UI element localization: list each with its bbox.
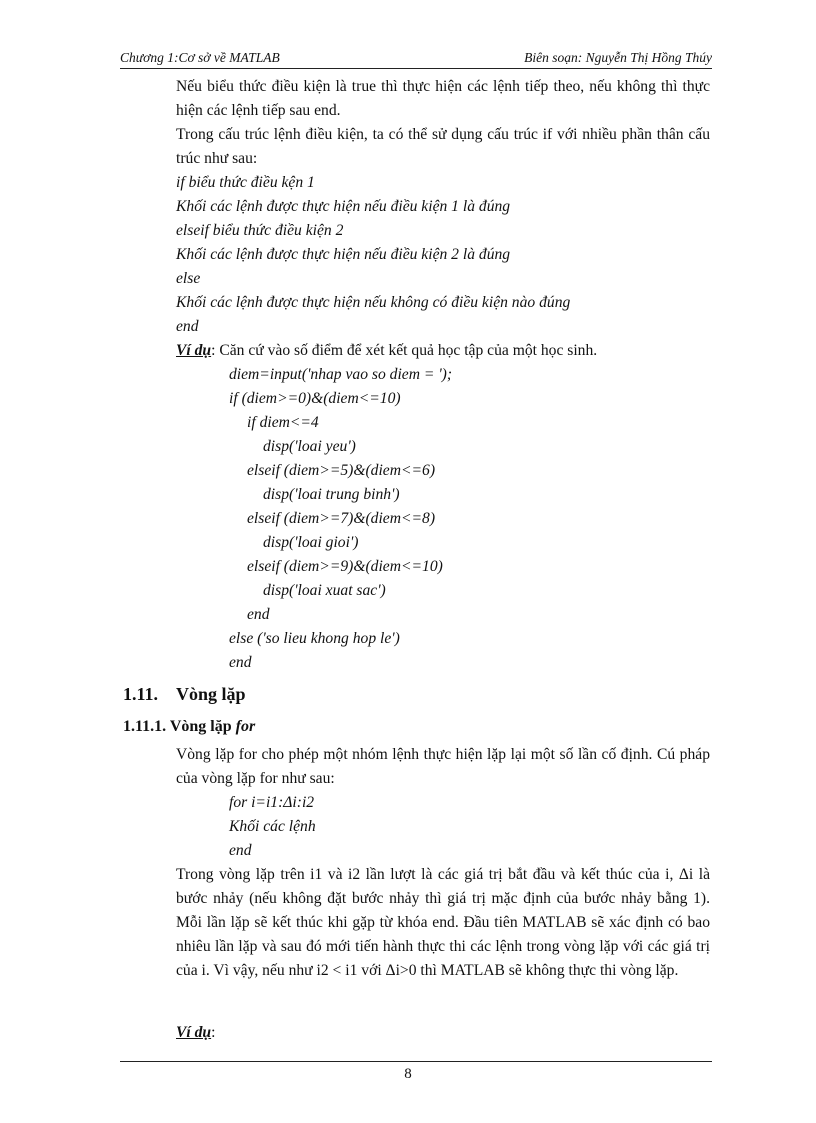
syntax-line: else [176, 270, 201, 287]
paragraph-condition-true: Nếu biểu thức điều kiện là true thì thực hiện các lệnh tiếp theo, nếu không thì thực hiện các lệnh tiếp sau end. [176, 78, 710, 119]
example-intro [176, 339, 597, 363]
example-intro [176, 1021, 215, 1045]
code-line: if (diem>=0)&(diem<=10) [229, 390, 401, 407]
example-colon: : [211, 1024, 216, 1041]
subsection-keyword: for [235, 718, 256, 735]
subsection-title: 1.11.1. Vòng lặp [123, 718, 236, 735]
code-line: diem=input('nhap vao so diem = '); [229, 366, 453, 383]
code-line: end [247, 606, 270, 623]
example-description: : Căn cứ vào số điểm để xét kết quả học tập của một học sinh. [211, 342, 598, 359]
syntax-line: end [176, 318, 199, 335]
code-line: elseif (diem>=9)&(diem<=10) [247, 558, 443, 575]
code-line: if diem<=4 [247, 414, 319, 431]
page-number: 8 [404, 1066, 412, 1082]
section-number: 1.11. [123, 684, 159, 704]
syntax-line: Khối các lệnh được thực hiện nếu không có điều kiện nào đúng [176, 294, 571, 311]
paragraph-for-explanation: Trong vòng lặp trên i1 và i2 lần lượt là các giá trị bắt đầu và kết thúc của i, Δi là bước nhảy (nếu không đặt bước nhảy thì giá trị mặc định của bước nhảy bằng 1). Mỗi lần lặp sẽ kết thúc khi gặp từ khóa end. Đầu tiên MATLAB sẽ xác định có bao nhiêu lần lặp và sau đó mới tiến hành thực thi các lệnh trong vòng lặp với các giá trị của i. Vì vậy, nếu như i2 < i1 với Δi>0 thì MATLAB sẽ không thực thi vòng lặp. [176, 866, 710, 979]
syntax-line: Khối các lệnh được thực hiện nếu điều kiện 2 là đúng [176, 246, 511, 263]
section-title: Vòng lặp [176, 684, 246, 704]
paragraph-if-structure: Trong cấu trúc lệnh điều kiện, ta có thể sử dụng cấu trúc if với nhiều phần thân cấu trúc như sau: [176, 126, 710, 167]
page-header [120, 50, 712, 68]
code-line: Khối các lệnh [229, 818, 316, 835]
code-line: elseif (diem>=7)&(diem<=8) [247, 510, 436, 527]
author-credit: Biên soạn: Nguyễn Thị Hồng Thúy [524, 50, 712, 65]
example-label: Ví dụ [176, 1024, 212, 1041]
code-line: disp('loai xuat sac') [263, 582, 386, 599]
example-label: Ví dụ [176, 342, 212, 359]
code-line: end [229, 654, 252, 671]
code-line: else ('so lieu khong hop le') [229, 630, 400, 647]
paragraph-for-loop: Vòng lặp for cho phép một nhóm lệnh thực hiện lặp lại một số lần cố định. Cú pháp của vòng lặp for như sau: [176, 746, 710, 787]
section-heading [123, 681, 246, 707]
code-line: disp('loai trung binh') [263, 486, 400, 503]
header-divider [120, 68, 712, 69]
syntax-line: if biểu thức điều kện 1 [176, 174, 315, 191]
code-line: disp('loai gioi') [263, 534, 359, 551]
subsection-heading [123, 715, 255, 739]
code-line: end [229, 842, 252, 859]
code-line: for i=i1:Δi:i2 [229, 794, 315, 811]
chapter-title: Chương 1:Cơ sở về MATLAB [120, 50, 280, 65]
syntax-line: elseif biểu thức điều kiện 2 [176, 222, 344, 239]
footer-divider [120, 1061, 712, 1062]
syntax-line: Khối các lệnh được thực hiện nếu điều kiện 1 là đúng [176, 198, 511, 215]
code-line: elseif (diem>=5)&(diem<=6) [247, 462, 436, 479]
code-line: disp('loai yeu') [263, 438, 356, 455]
